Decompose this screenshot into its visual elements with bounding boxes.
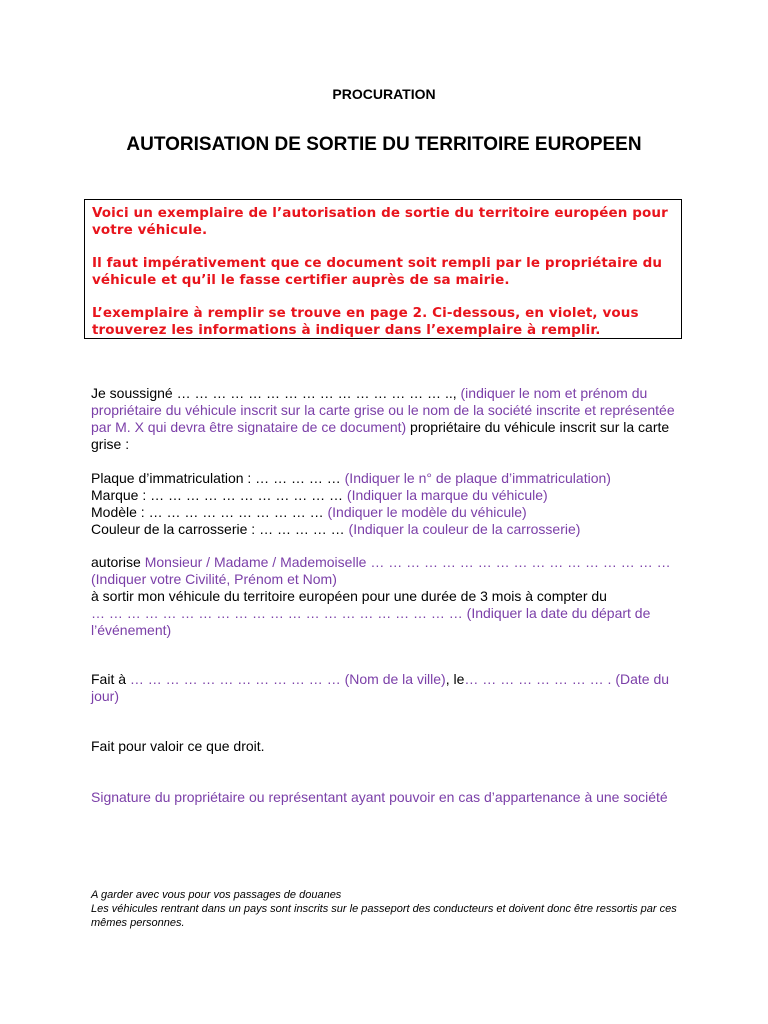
authorization-paragraph	[91, 554, 691, 639]
vehicle-details	[91, 470, 691, 538]
notice-box	[84, 199, 682, 339]
model-label: Modèle : … … … … … … … … … …	[91, 504, 324, 520]
fait-lead: Fait à	[91, 671, 130, 687]
brand-hint: (Indiquer la marque du véhicule)	[343, 487, 548, 503]
document-subtitle: AUTORISATION DE SORTIE DU TERRITOIRE EUROPEEN	[126, 134, 642, 155]
model-hint: (Indiquer le modèle du véhicule)	[323, 504, 527, 520]
notice-line-3: L’exemplaire à remplir se trouve en page 2. Ci-dessous, en violet, vous trouverez les informations à indiquer dans l’exemplaire à remplir.	[92, 305, 639, 338]
document-title: PROCURATION	[332, 86, 436, 102]
footer-line-2: Les véhicules rentrant dans un pays sont inscrits sur le passeport des conducteurs et doivent donc être ressortis par ces mêmes personnes.	[91, 903, 677, 929]
fait-mid: , le	[445, 671, 465, 687]
fait-line	[91, 671, 691, 705]
color-label: Couleur de la carrosserie : … … … … …	[91, 521, 345, 537]
color-hint: (Indiquer la couleur de la carrosserie)	[344, 521, 581, 537]
authorization-sentence: à sortir mon véhicule du territoire européen pour une durée de 3 mois à compter du	[91, 588, 607, 604]
fait-date: … … … … … … … … . (Date du jour)	[91, 671, 670, 704]
authorization-civility: Monsieur / Madame / Mademoiselle … … … … … … … … … … … … … … … … … (Indiquer votre Civilité, Prénom et Nom)	[91, 554, 671, 587]
signature-line: Signature du propriétaire ou représentant ayant pouvoir en cas d’appartenance à une société	[91, 789, 668, 805]
authorization-date-hint: … … … … … … … … … … … … … … … … … … … … … (Indiquer la date du départ de l’événement)	[91, 605, 651, 638]
notice-line-1: Voici un exemplaire de l’autorisation de sortie du territoire européen pour votre véhicule.	[92, 205, 668, 238]
fait-city: … … … … … … … … … … … … (Nom de la ville)	[129, 671, 446, 687]
footer-note	[91, 888, 691, 930]
declaration-tail: propriétaire du véhicule inscrit sur la carte grise :	[91, 419, 670, 452]
declaration-lead: Je soussigné … … … … … … … … … … … … … … … ..,	[91, 385, 457, 401]
declaration-paragraph	[91, 385, 691, 453]
footer-line-1: A garder avec vous pour vos passages de douanes	[91, 889, 342, 901]
notice-line-2: Il faut impérativement que ce document soit rempli par le propriétaire du véhicule et qu’il le fasse certifier auprès de sa mairie.	[92, 255, 663, 288]
plate-hint: (Indiquer le n° de plaque d’immatriculation)	[340, 470, 611, 486]
brand-label: Marque : … … … … … … … … … … …	[91, 487, 344, 503]
brand-line	[91, 487, 691, 504]
model-line	[91, 504, 691, 521]
plate-line	[91, 470, 691, 487]
plate-label: Plaque d’immatriculation : … … … … …	[91, 470, 341, 486]
color-line	[91, 521, 691, 538]
declaration-hint: (indiquer le nom et prénom du propriétaire du véhicule inscrit sur la carte grise ou le nom de la société inscrite et représentée par M. X qui devra être signataire de ce document)	[91, 385, 675, 435]
authorization-lead: autorise	[91, 554, 145, 570]
closing-line: Fait pour valoir ce que droit.	[91, 738, 265, 754]
